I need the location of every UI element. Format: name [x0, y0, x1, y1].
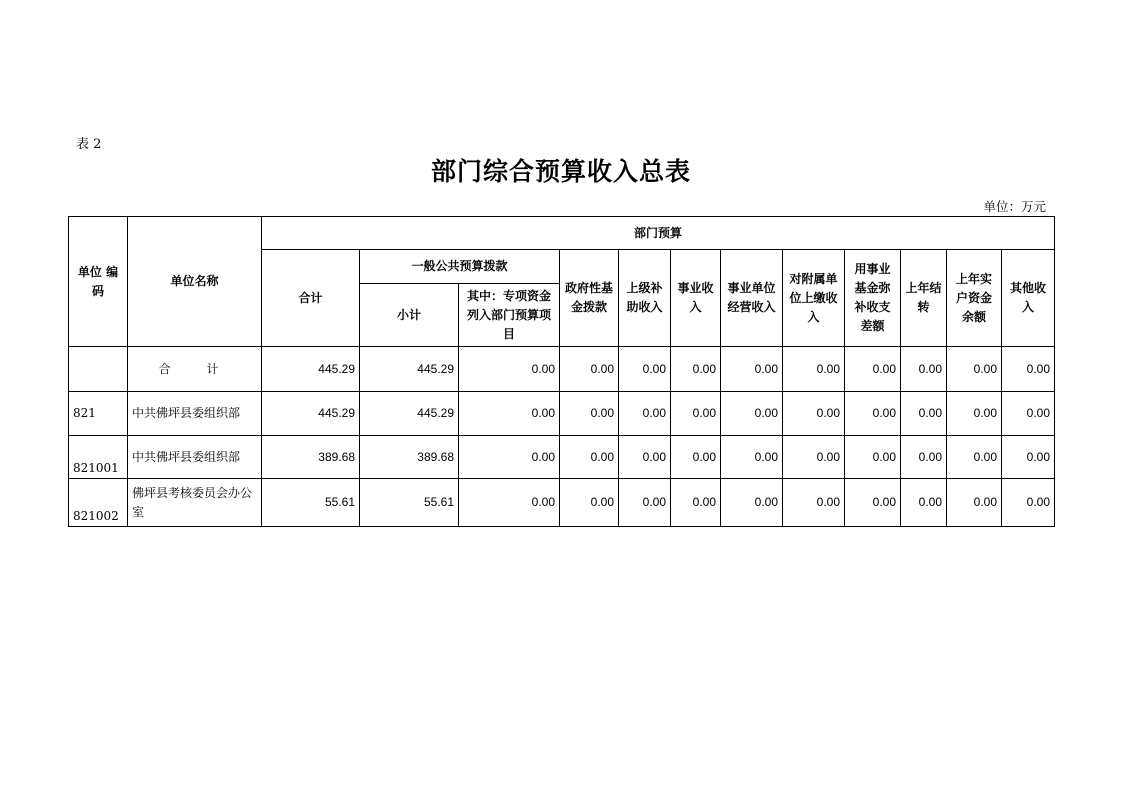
amount-cell: 389.68: [262, 436, 360, 479]
amount-cell: 0.00: [1002, 479, 1055, 527]
col-header-unit-name: 单位名称: [128, 217, 262, 347]
amount-cell: 0.00: [845, 479, 901, 527]
table-label: 表 2: [76, 137, 102, 152]
amount-cell: 445.29: [360, 392, 459, 436]
amount-cell: 0.00: [1002, 347, 1055, 392]
total-row: [69, 347, 1055, 392]
col-header-total: 合计: [262, 250, 360, 347]
unit-name-cell: 佛坪县考核委员会办公室: [128, 479, 262, 527]
amount-cell: 0.00: [901, 436, 947, 479]
amount-cell: 0.00: [1002, 392, 1055, 436]
col-header-general-public: 一般公共预算拨款: [360, 250, 560, 284]
amount-cell: 0.00: [671, 392, 721, 436]
amount-cell: 0.00: [721, 479, 783, 527]
col-header-business-operating: 事业单位经营收入: [721, 250, 783, 347]
amount-cell: 445.29: [262, 347, 360, 392]
amount-cell: 0.00: [783, 436, 845, 479]
unit-label: 单位：万元: [983, 199, 1046, 214]
unit-code-cell: 821: [69, 392, 128, 436]
amount-cell: 0.00: [459, 347, 560, 392]
col-header-dept-budget: 部门预算: [262, 217, 1055, 250]
amount-cell: 0.00: [947, 347, 1002, 392]
unit-code-cell: 821001: [69, 436, 128, 479]
amount-cell: 0.00: [947, 479, 1002, 527]
table-row: [69, 436, 1055, 479]
col-header-special-funds: 其中：专项资金列入部门预算项目: [459, 284, 560, 347]
col-header-last-year-balance: 上年实户资金余额: [947, 250, 1002, 347]
unit-code-cell: [69, 347, 128, 392]
amount-cell: 0.00: [560, 392, 619, 436]
amount-cell: 0.00: [845, 347, 901, 392]
amount-cell: 0.00: [619, 436, 671, 479]
unit-name-cell: 中共佛坪县委组织部: [128, 436, 262, 479]
amount-cell: 0.00: [721, 347, 783, 392]
total-label-cell: 合 计: [128, 347, 262, 392]
amount-cell: 0.00: [947, 436, 1002, 479]
amount-cell: 0.00: [619, 479, 671, 527]
table-row: [69, 479, 1055, 527]
budget-table: [68, 216, 1055, 527]
amount-cell: 0.00: [901, 392, 947, 436]
amount-cell: 0.00: [947, 392, 1002, 436]
unit-code-cell: 821002: [69, 479, 128, 527]
col-header-subtotal: 小计: [360, 284, 459, 347]
col-header-other-income: 其他收入: [1002, 250, 1055, 347]
amount-cell: 445.29: [262, 392, 360, 436]
col-header-last-year-carryover: 上年结转: [901, 250, 947, 347]
amount-cell: 0.00: [721, 392, 783, 436]
amount-cell: 0.00: [459, 436, 560, 479]
amount-cell: 389.68: [360, 436, 459, 479]
amount-cell: 0.00: [845, 436, 901, 479]
amount-cell: 0.00: [901, 347, 947, 392]
amount-cell: 0.00: [619, 347, 671, 392]
amount-cell: 0.00: [1002, 436, 1055, 479]
amount-cell: 0.00: [783, 392, 845, 436]
amount-cell: 0.00: [671, 347, 721, 392]
col-header-gov-fund: 政府性基金拨款: [560, 250, 619, 347]
amount-cell: 0.00: [560, 347, 619, 392]
amount-cell: 55.61: [360, 479, 459, 527]
col-header-affiliated-turnover: 对附属单位上缴收入: [783, 250, 845, 347]
amount-cell: 0.00: [783, 479, 845, 527]
amount-cell: 0.00: [560, 436, 619, 479]
amount-cell: 0.00: [721, 436, 783, 479]
amount-cell: 0.00: [901, 479, 947, 527]
col-header-superior-subsidy: 上级补助收入: [619, 250, 671, 347]
amount-cell: 0.00: [560, 479, 619, 527]
amount-cell: 55.61: [262, 479, 360, 527]
table-row: [69, 392, 1055, 436]
page-title: 部门综合预算收入总表: [430, 157, 691, 186]
amount-cell: 0.00: [619, 392, 671, 436]
unit-name-cell: 中共佛坪县委组织部: [128, 392, 262, 436]
amount-cell: 0.00: [783, 347, 845, 392]
amount-cell: 0.00: [459, 392, 560, 436]
amount-cell: 0.00: [671, 436, 721, 479]
amount-cell: 0.00: [845, 392, 901, 436]
col-header-fund-offset: 用事业基金弥补收支差额: [845, 250, 901, 347]
col-header-unit-code: 单位 编码: [69, 217, 128, 347]
amount-cell: 445.29: [360, 347, 459, 392]
amount-cell: 0.00: [671, 479, 721, 527]
col-header-business-income: 事业收入: [671, 250, 721, 347]
amount-cell: 0.00: [459, 479, 560, 527]
